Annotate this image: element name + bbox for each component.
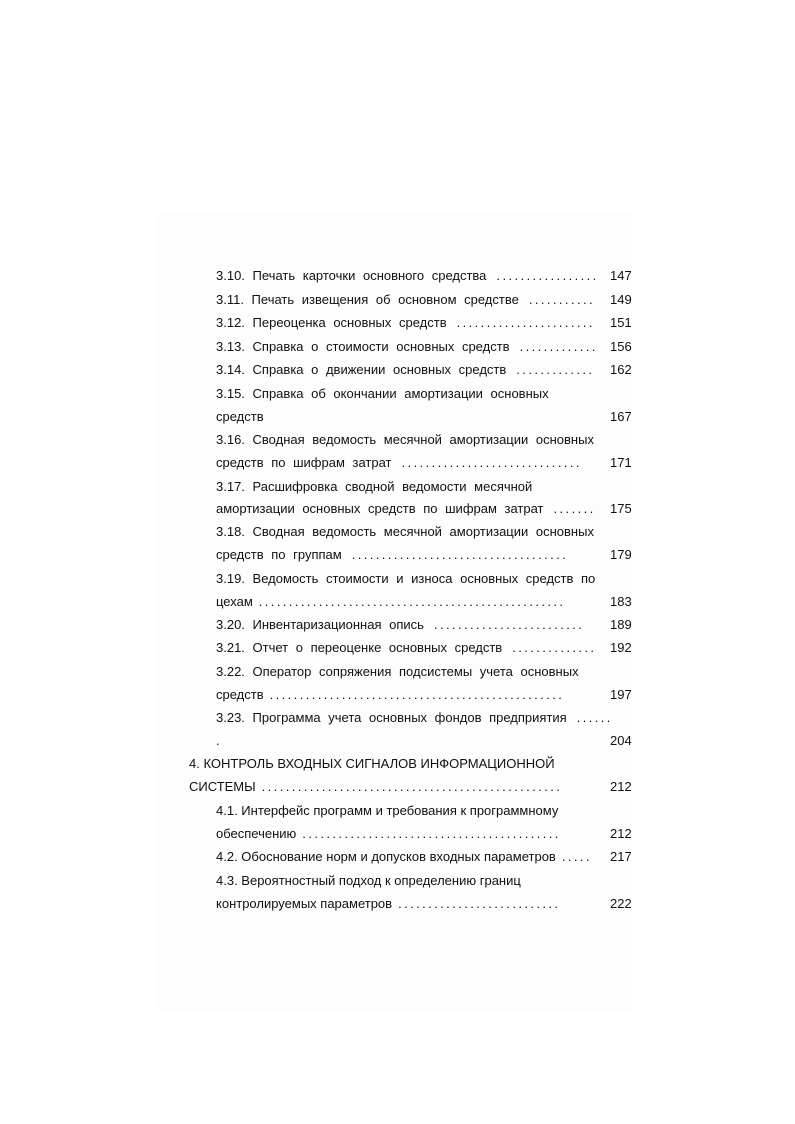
- toc-page-3-19: 183: [610, 594, 632, 609]
- toc-page-3-18: 179: [610, 547, 632, 562]
- toc-page-3-21: 192: [610, 640, 632, 655]
- toc-page-3-22: 197: [610, 687, 632, 702]
- toc-entry-3-15[interactable]: 3.15. Справка об окончании амортизации основных: [216, 386, 549, 401]
- toc-entry-3-15-cont[interactable]: средств: [216, 409, 264, 424]
- toc-page-3-11: 149: [610, 292, 632, 307]
- toc-page-3-15: 167: [610, 409, 632, 424]
- toc-entry-3-22-cont[interactable]: средств .................................................: [216, 687, 565, 702]
- toc-entry-3-18[interactable]: 3.18. Сводная ведомость месячной амортизации основных: [216, 524, 594, 539]
- toc-page-4-3: 222: [610, 896, 632, 911]
- toc-entry-3-23-cont[interactable]: .: [216, 733, 220, 748]
- toc-entry-3-19-cont[interactable]: цехам ...................................................: [216, 594, 566, 609]
- toc-page-4-1: 212: [610, 826, 632, 841]
- toc-entry-3-16-cont[interactable]: средств по шифрам затрат ..............................: [216, 455, 582, 470]
- toc-entry-3-17-cont[interactable]: амортизации основных средств по шифрам затрат .......: [216, 501, 596, 516]
- toc-entry-3-21[interactable]: 3.21. Отчет о переоценке основных средств ..............: [216, 640, 597, 655]
- toc-entry-3-11[interactable]: 3.11. Печать извещения об основном средстве ...........: [216, 292, 595, 307]
- toc-page-chapter-4: 212: [610, 779, 632, 794]
- toc-page-3-12: 151: [610, 315, 632, 330]
- toc-entry-4-3-cont[interactable]: контролируемых параметров ...........................: [216, 896, 561, 911]
- toc-page-3-10: 147: [610, 268, 632, 283]
- toc-entry-3-23[interactable]: 3.23. Программа учета основных фондов предприятия ......: [216, 710, 613, 725]
- toc-entry-3-22[interactable]: 3.22. Оператор сопряжения подсистемы учета основных: [216, 664, 579, 679]
- toc-entry-chapter-4[interactable]: 4. КОНТРОЛЬ ВХОДНЫХ СИГНАЛОВ ИНФОРМАЦИОННОЙ: [189, 756, 555, 771]
- toc-entry-4-1[interactable]: 4.1. Интерфейс программ и требования к программному: [216, 803, 559, 818]
- toc-page-3-23: 204: [610, 733, 632, 748]
- toc-entry-3-12[interactable]: 3.12. Переоценка основных средств .......................: [216, 315, 595, 330]
- toc-entry-3-17[interactable]: 3.17. Расшифровка сводной ведомости месячной: [216, 479, 533, 494]
- toc-page-4-2: 217: [610, 849, 632, 864]
- toc-entry-3-16[interactable]: 3.16. Сводная ведомость месячной амортизации основных: [216, 432, 594, 447]
- toc-entry-3-19[interactable]: 3.19. Ведомость стоимости и износа основных средств по: [216, 571, 596, 586]
- toc-page-3-16: 171: [610, 455, 632, 470]
- toc-entry-3-20[interactable]: 3.20. Инвентаризационная опись .........................: [216, 617, 585, 632]
- toc-entry-4-2[interactable]: 4.2. Обоснование норм и допусков входных параметров .....: [216, 849, 592, 864]
- toc-page-3-17: 175: [610, 501, 632, 516]
- toc-entry-chapter-4-cont[interactable]: СИСТЕМЫ ..................................................: [189, 779, 563, 794]
- toc-page-3-13: 156: [610, 339, 632, 354]
- toc-entry-3-10[interactable]: 3.10. Печать карточки основного средства .................: [216, 268, 599, 283]
- toc-entry-3-13[interactable]: 3.13. Справка о стоимости основных средств .............: [216, 339, 598, 354]
- toc-entry-4-3[interactable]: 4.3. Вероятностный подход к определению границ: [216, 873, 521, 888]
- toc-entry-3-14[interactable]: 3.14. Справка о движении основных средств .............: [216, 362, 595, 377]
- toc-entry-4-1-cont[interactable]: обеспечению ...........................................: [216, 826, 561, 841]
- toc-page-3-14: 162: [610, 362, 632, 377]
- toc-page-3-20: 189: [610, 617, 632, 632]
- toc-entry-3-18-cont[interactable]: средств по группам ....................................: [216, 547, 569, 562]
